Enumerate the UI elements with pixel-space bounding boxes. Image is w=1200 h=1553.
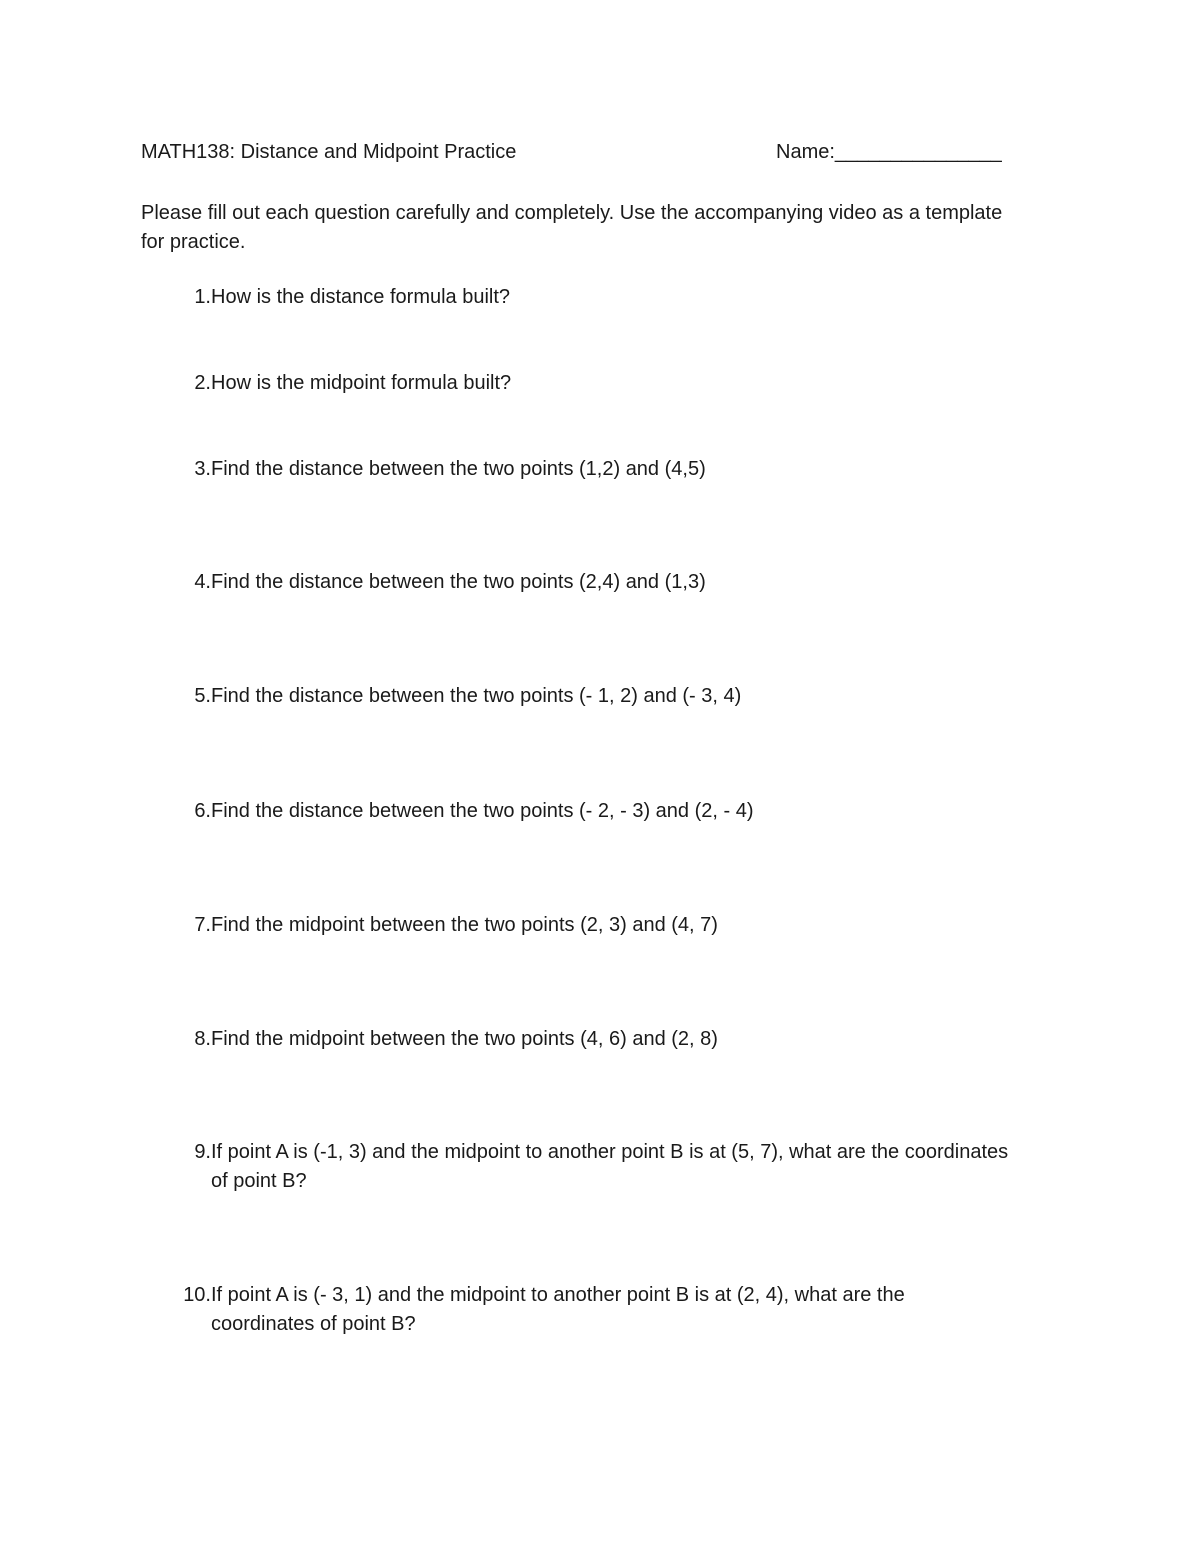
question-text: How is the midpoint formula built? [211,372,512,394]
question-number: 3. [194,458,211,480]
question-text: If point A is (- 3, 1) and the midpoint to another point B is at (2, 4), what are the coordinates of point B? [211,1284,905,1335]
question-text: How is the distance formula built? [211,286,511,308]
name-field: Name:_______________ [776,141,1002,163]
header [141,141,1051,171]
question-number: 6. [194,800,211,822]
question-text: Find the midpoint between the two points (4, 6) and (2, 8) [211,1028,718,1050]
instructions: Please fill out each question carefully and completely. Use the accompanying video as a template for practice. [141,202,1003,253]
question-number: 8. [194,1028,211,1050]
question-number: 10. [183,1284,211,1306]
question-number: 5. [194,685,211,707]
question-text: Find the distance between the two points (1,2) and (4,5) [211,458,706,480]
question-number: 9. [194,1141,211,1163]
question-text: Find the distance between the two points (- 1, 2) and (- 3, 4) [211,685,742,707]
question-number: 7. [194,914,211,936]
question-text: Find the distance between the two points (- 2, - 3) and (2, - 4) [211,800,754,822]
question-number: 1. [194,286,211,308]
question-number: 4. [194,571,211,593]
question-text: Find the distance between the two points (2,4) and (1,3) [211,571,706,593]
question-text: Find the midpoint between the two points (2, 3) and (4, 7) [211,914,718,936]
page-title: MATH138: Distance and Midpoint Practice [141,141,517,163]
question-text: If point A is (-1, 3) and the midpoint to another point B is at (5, 7), what are the coordinates of point B? [211,1141,1009,1192]
question-number: 2. [194,372,211,394]
